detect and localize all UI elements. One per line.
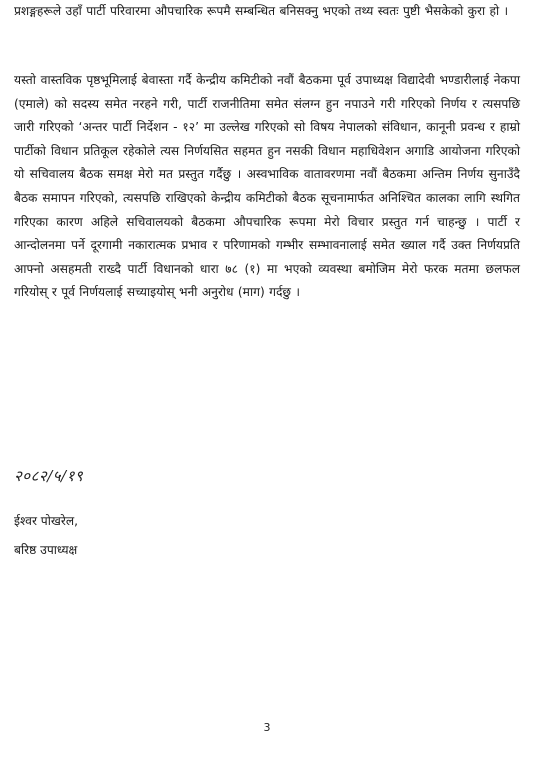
page-number: 3	[263, 721, 271, 734]
main-paragraph: यस्तो वास्तविक पृष्ठभूमिलाई बेवास्ता गर्दै केन्द्रीय कमिटीको नवौं बैठकमा पूर्व उपाध्यक्ष विद्यादेवी भण्डारीलाई नेकपा (एमाले) को सदस्य समेत नरहने गरी, पार्टी राजनीतिमा समेत संलग्न हुन नपाउने गरी गरिएको निर्णय र त्यसपछि जारी गरिएको ‘अन्तर पार्टी निर्देशन - १२’ मा उल्लेख गरिएको सो विषय नेपालको संविधान, कानूनी प्रवन्ध र हाम्रो पार्टीको विधान प्रतिकूल रहेकोले त्यस निर्णयसित सहमत हुन नसकी विधान महाधिवेशन अगाडि आयोजना गरिएको यो सचिवालय बैठक समक्ष मेरो मत प्रस्तुत गर्दैछु । अस्वभाविक वातावरणमा नवौं बैठकमा अन्तिम निर्णय सुनाउँदै बैठक समापन गरिएको, त्यसपछि राखिएको केन्द्रीय कमिटीको बैठक सूचनामार्फत अनिश्चित कालका लागि स्थगित गरिएका कारण अहिले सचिवालयको बैठकमा औपचारिक रूपमा मेरो विचार प्रस्तुत गर्न चाहन्छु । पार्टी र आन्दोलनमा पर्ने दूरगामी नकारात्मक प्रभाव र परिणामको गम्भीर सम्भावनालाई समेत ख्याल गर्दै उक्त निर्णयप्रति आफ्नो असहमती राख्दै पार्टी विधानको धारा ७८ (१) मा भएको व्यवस्था बमोजिम मेरो फरक मतमा छलफल गरियोस् र पूर्व निर्णयलाई सच्याइयोस् भनी अनुरोध (माग) गर्दछु ।	[14, 73, 520, 300]
handwritten-date: २०८२/५/१९	[14, 467, 84, 485]
signatory-name: ईश्वर पोखरेल,	[14, 514, 78, 528]
signatory-title: बरिष्ठ उपाध्यक्ष	[14, 543, 78, 557]
intro-paragraph: प्रशङ्गहरूले उहाँ पार्टी परिवारमा औपचारिक रूपमै सम्बन्धित बनिसक्नु भएको तथ्य स्वतः पुष्टी भैसकेको कुरा हो ।	[14, 4, 509, 18]
